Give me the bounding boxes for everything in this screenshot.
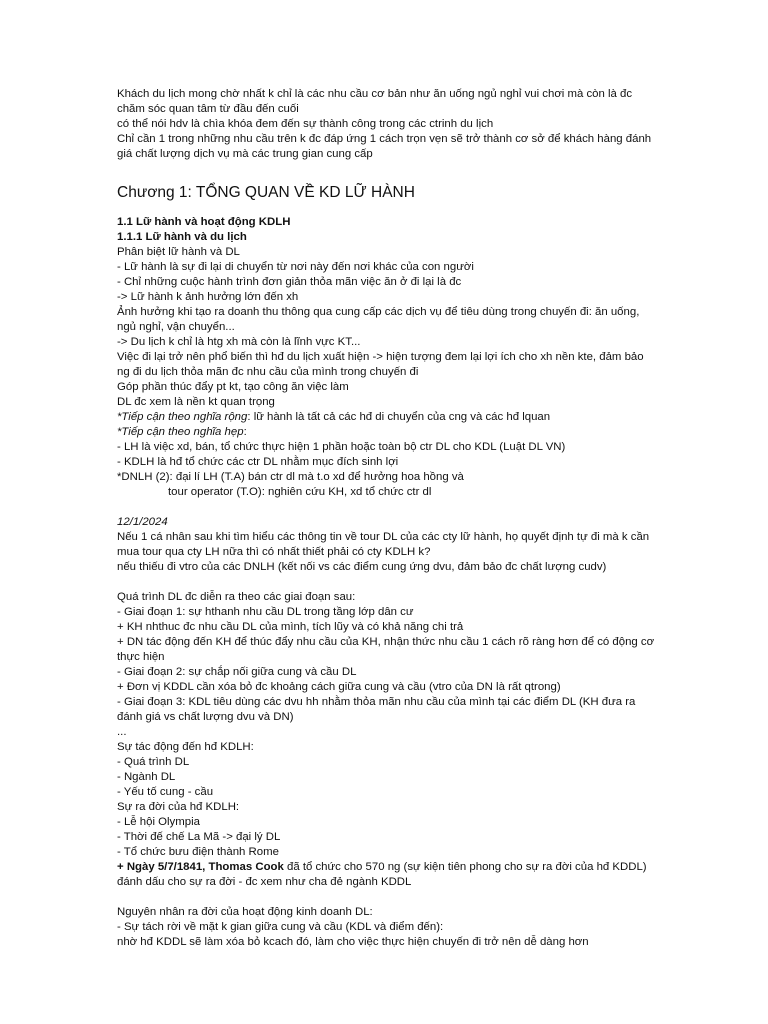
narrow-text: : xyxy=(243,426,247,438)
body-line: - Yếu tố cung - cầu xyxy=(117,786,214,798)
thomas-cook-line xyxy=(117,860,656,890)
spacer xyxy=(117,575,656,590)
chapter-title: Chương 1: TỔNG QUAN VỀ KD LỮ HÀNH xyxy=(117,184,415,201)
intro-line: có thể nói hdv là chìa khóa đem đến sự thành công trong các ctrinh du lịch xyxy=(117,118,494,130)
narrow-definition xyxy=(117,425,656,440)
body-line: Nguyên nhân ra đời của hoạt động kinh doanh DL: xyxy=(117,906,373,918)
body-line: ... xyxy=(117,726,127,738)
broad-text: : lữ hành là tất cả các hđ di chuyển của cng và các hđ lquan xyxy=(247,411,551,423)
body-line: - LH là việc xd, bán, tổ chức thực hiện 1 phần hoặc toàn bộ ctr DL cho KDL (Luật DL VN) xyxy=(117,441,566,453)
intro-line: Khách du lịch mong chờ nhất k chỉ là các nhu cầu cơ bản như ăn uống ngủ nghỉ vui chơi mà còn là đc chăm sóc quan tâm từ đầu đến cuối xyxy=(117,88,633,115)
narrow-label: *Tiếp cận theo nghĩa hẹp xyxy=(117,426,244,438)
body-line: + Đơn vị KDDL cần xóa bỏ đc khoảng cách giữa cung và cầu (vtro của DN là rất qtrong) xyxy=(117,681,561,693)
body-line: + KH nhthuc đc nhu cầu DL của mình, tích lũy và có khả năng chi trả xyxy=(117,621,464,633)
body-line: Phân biệt lữ hành và DL xyxy=(117,246,240,258)
intro-line: Chỉ cần 1 trong những nhu cầu trên k đc đáp ứng 1 cách trọn vẹn sẽ trở thành cơ sở để khách hàng đánh giá chất lượng dịch vụ mà các trung gian cung cấp xyxy=(117,133,652,160)
body-line: nếu thiếu đi vtro của các DNLH (kết nối vs các điểm cung ứng dvu, đảm bảo đc chất lượng cudv) xyxy=(117,561,607,573)
body-line: Sự ra đời của hđ KDLH: xyxy=(117,801,240,813)
body-line: Nếu 1 cá nhân sau khi tìm hiểu các thông tin về tour DL của các cty lữ hành, họ quyết định tự đi mà k cần mua tour qua cty LH nữa thì có nhất thiết phải có cty KDLH k? xyxy=(117,531,650,558)
subsection-heading: 1.1.1 Lữ hành và du lịch xyxy=(117,231,247,243)
body-line: + DN tác động đến KH để thúc đẩy nhu cầu của KH, nhận thức nhu cầu 1 cách rõ ràng hơn để có động cơ thực hiện xyxy=(117,636,655,663)
body-line: - Thời đế chế La Mã -> đại lý DL xyxy=(117,831,281,843)
spacer xyxy=(117,500,656,515)
spacer xyxy=(117,890,656,905)
body-line: -> Lữ hành k ảnh hưởng lớn đến xh xyxy=(117,291,299,303)
broad-definition xyxy=(117,410,656,425)
spacer xyxy=(117,162,656,177)
date-line: 12/1/2024 xyxy=(117,516,168,528)
body-line: *DNLH (2): đại lí LH (T.A) bán ctr dl mà t.o xd để hưởng hoa hồng và xyxy=(117,471,464,483)
body-line: - Giai đoạn 1: sự hthanh nhu cầu DL trong tầng lớp dân cư xyxy=(117,606,414,618)
thomas-cook-bold: + Ngày 5/7/1841, Thomas Cook xyxy=(117,861,284,873)
body-line: DL đc xem là nền kt quan trọng xyxy=(117,396,275,408)
section-heading: 1.1 Lữ hành và hoạt động KDLH xyxy=(117,216,291,228)
body-line: - Giai đoạn 2: sự chắp nối giữa cung và cầu DL xyxy=(117,666,357,678)
broad-label: *Tiếp cận theo nghĩa rộng xyxy=(117,411,248,423)
body-line: - Quá trình DL xyxy=(117,756,190,768)
body-line: - Lễ hội Olympia xyxy=(117,816,200,828)
body-line: Ảnh hưởng khi tạo ra doanh thu thông qua cung cấp các dịch vụ để tiêu dùng trong chuyến đi: ăn uống, ngủ nghỉ, vận chuyển... xyxy=(117,306,640,333)
body-line: - Chỉ những cuộc hành trình đơn giản thỏa mãn việc ăn ở đi lại là đc xyxy=(117,276,462,288)
body-line: - Ngành DL xyxy=(117,771,176,783)
body-line: Quá trình DL đc diễn ra theo các giai đoạn sau: xyxy=(117,591,356,603)
body-line: - KDLH là hđ tổ chức các ctr DL nhằm mục đích sinh lợi xyxy=(117,456,399,468)
body-line: Việc đi lại trở nên phổ biến thì hđ du lịch xuất hiện -> hiện tượng đem lại lợi ích cho xh nền kte, đảm bảo ng đi du lịch thỏa mãn đc nhu cầu của mình trong chuyến đi xyxy=(117,351,644,378)
thomas-cook-text: đã tổ chức cho 570 ng (sự kiện tiên phong cho sự ra đời của hđ KDDL) đánh dấu cho sự ra đời - đc xem như cha đẻ ngành KDDL xyxy=(117,861,647,888)
body-line: Sự tác động đến hđ KDLH: xyxy=(117,741,254,753)
body-line: - Giai đoạn 3: KDL tiêu dùng các dvu hh nhằm thỏa mãn nhu cầu của mình tại các điểm DL (KH đưa ra đánh giá vs chất lượng dvu và DN) xyxy=(117,696,636,723)
body-line: -> Du lịch k chỉ là htg xh mà còn là lĩnh vực KT... xyxy=(117,336,361,348)
body-line: - Sự tách rời về mặt k gian giữa cung và cầu (KDL và điểm đến): xyxy=(117,921,444,933)
indented-line: tour operator (T.O): nghiên cứu KH, xd tổ chức ctr dl xyxy=(168,486,432,498)
body-line: - Lữ hành là sự đi lại di chuyển từ nơi này đến nơi khác của con người xyxy=(117,261,474,273)
body-line: Góp phần thúc đẩy pt kt, tạo công ăn việc làm xyxy=(117,381,349,393)
body-line: - Tổ chức bưu điện thành Rome xyxy=(117,846,279,858)
body-line: nhờ hđ KDDL sẽ làm xóa bỏ kcach đó, làm cho việc thực hiện chuyến đi trở nên dễ dàng hơn xyxy=(117,936,589,948)
